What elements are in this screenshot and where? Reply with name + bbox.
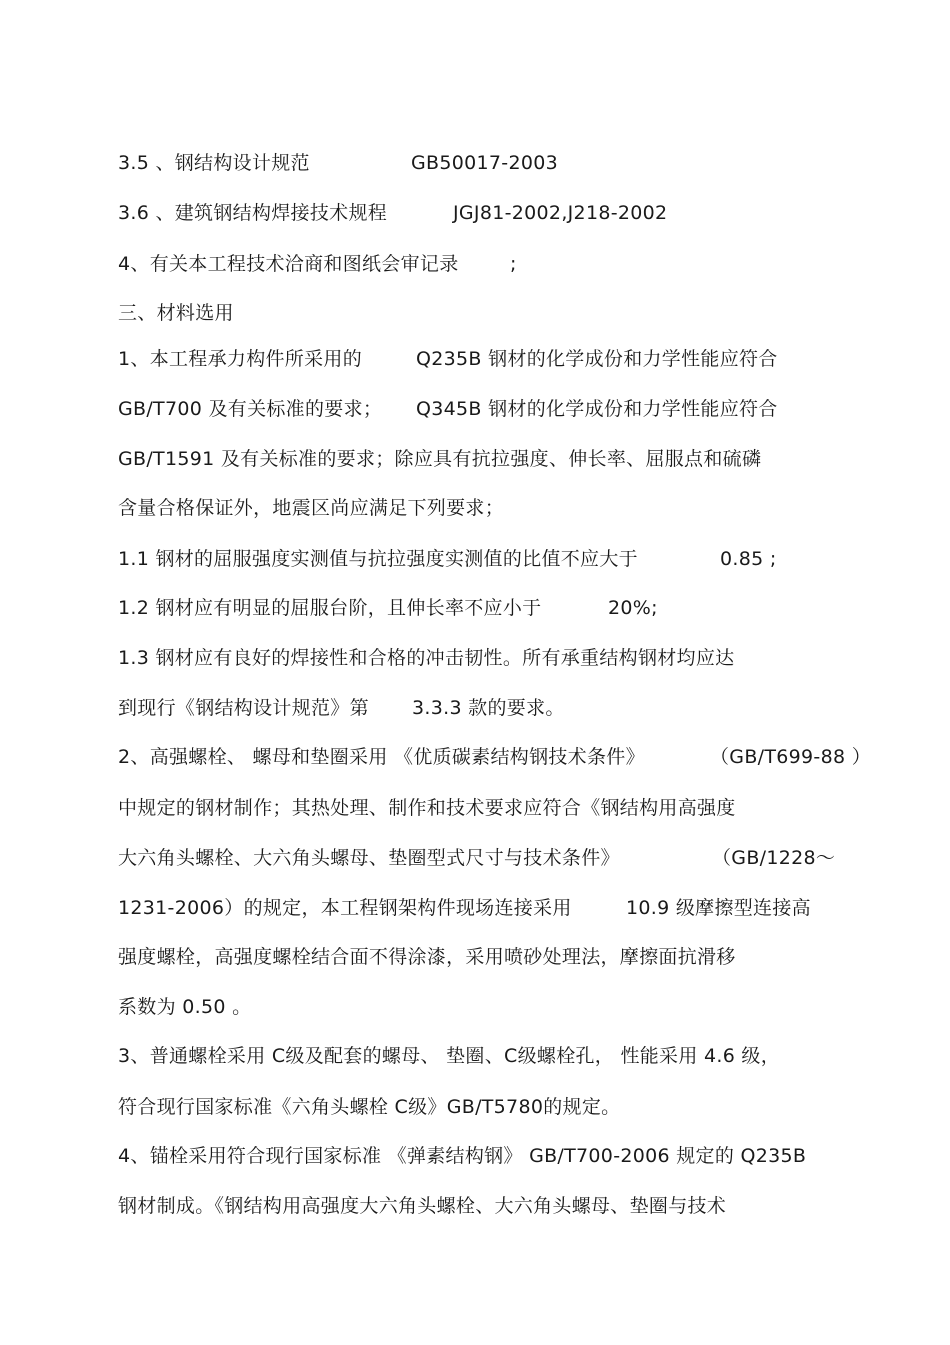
paragraph-text: Q345B 钢材的化学成份和力学性能应符合 (416, 398, 778, 420)
standard-code: GB50017-2003 (411, 152, 559, 174)
clause-text: 1.3 钢材应有良好的焊接性和合格的冲击韧性。所有承重结构钢材均应达 (118, 647, 735, 669)
standard-code: （GB/T699-88 ） (710, 746, 872, 768)
clause-text: 1.1 钢材的屈服强度实测值与抗拉强度实测值的比值不应大于 (118, 548, 638, 570)
paragraph-text: 钢材制成。《钢结构用高强度大六角头螺栓、大六角头螺母、垫圈与技术 (118, 1195, 727, 1217)
paragraph-text: GB/T1591 及有关标准的要求；除应具有抗拉强度、伸长率、屈服点和硫磷 (118, 448, 762, 470)
clause-text: 3、普通螺栓采用 C级及配套的螺母、 垫圈、C级螺栓孔， 性能采用 4.6 级， (118, 1045, 781, 1067)
clause-text: 3.5 、钢结构设计规范 (118, 152, 310, 174)
paragraph-text: 10.9 级摩擦型连接高 (626, 897, 811, 919)
paragraph-text: 1231-2006）的规定，本工程钢架构件现场连接采用 (118, 897, 572, 919)
paragraph-text: Q235B 钢材的化学成份和力学性能应符合 (416, 348, 778, 370)
paragraph-text: 含量合格保证外，地震区尚应满足下列要求； (118, 497, 505, 519)
clause-text: 4、锚栓采用符合现行国家标准 《弹素结构钢》 GB/T700-2006 规定的 Q235B (118, 1145, 807, 1167)
paragraph-text: 1、本工程承力构件所采用的 (118, 348, 362, 370)
clause-text: 2、高强螺栓、 螺母和垫圈采用 《优质碳素结构钢技术条件》 (118, 746, 645, 768)
standard-code: JGJ81-2002,J218-2002 (453, 202, 668, 224)
clause-text: 3.6 、建筑钢结构焊接技术规程 (118, 202, 388, 224)
paragraph-text: GB/T700 及有关标准的要求； (118, 398, 383, 420)
paragraph-text: 大六角头螺栓、大六角头螺母、垫圈型式尺寸与技术条件》 (118, 847, 620, 869)
paragraph-text: 3.3.3 款的要求。 (412, 697, 565, 719)
paragraph-text: 符合现行国家标准《六角头螺栓 C级》GB/T5780的规定。 (118, 1096, 621, 1118)
clause-text: 4、有关本工程技术洽商和图纸会审记录 (118, 253, 459, 275)
paragraph-text: 系数为 0.50 。 (118, 996, 252, 1018)
clause-text: 1.2 钢材应有明显的屈服台阶，且伸长率不应小于 (118, 597, 542, 619)
section-title: 三、材料选用 (118, 302, 234, 324)
paragraph-text: 中规定的钢材制作；其热处理、制作和技术要求应符合《钢结构用高强度 (118, 797, 736, 819)
clause-punct: ; (510, 253, 517, 275)
standard-code: （GB/1228～ (712, 847, 836, 869)
paragraph-text: 到现行《钢结构设计规范》第 (118, 697, 369, 719)
clause-value: 20%; (608, 597, 658, 619)
clause-value: 0.85 ; (720, 548, 777, 570)
paragraph-text: 强度螺栓，高强度螺栓结合面不得涂漆，采用喷砂处理法，摩擦面抗滑移 (118, 946, 736, 968)
